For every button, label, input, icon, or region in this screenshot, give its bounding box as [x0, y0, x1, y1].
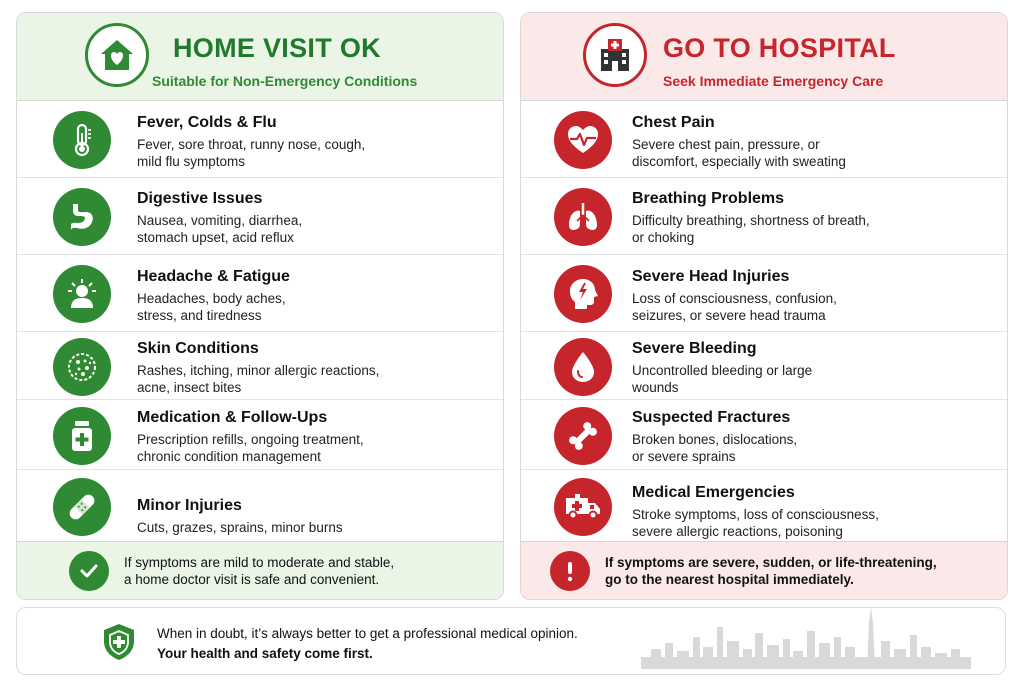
hospital-header	[521, 13, 1007, 101]
item-description: Severe chest pain, pressure, or discomfort, especially with sweating	[632, 137, 846, 169]
advice-banner	[16, 607, 1006, 675]
advice-text	[157, 624, 578, 664]
home-item-digestive	[17, 178, 503, 255]
item-description: Broken bones, dislocations, or severe sprains	[632, 432, 798, 464]
hospital-item-fractures	[521, 400, 1007, 470]
item-description: Fever, sore throat, runny nose, cough, mild flu symptoms	[137, 137, 366, 169]
item-description: Uncontrolled bleeding or large wounds	[632, 363, 813, 395]
item-description: Difficulty breathing, shortness of breath, or choking	[632, 213, 870, 245]
exclamation-icon	[550, 551, 590, 591]
item-title: Minor Injuries	[137, 497, 242, 514]
item-title: Fever, Colds & Flu	[137, 114, 277, 131]
item-description: Nausea, vomiting, diarrhea, stomach upset, acid reflux	[137, 213, 303, 245]
blood-drop-icon	[554, 338, 612, 396]
item-description: Prescription refills, ongoing treatment, chronic condition management	[137, 432, 364, 464]
home-visit-panel	[16, 12, 504, 600]
ambulance-icon	[554, 478, 612, 536]
item-title: Suspected Fractures	[632, 409, 791, 426]
headache-person-icon	[53, 265, 111, 323]
item-title: Medical Emergencies	[632, 484, 795, 501]
home-visit-title: HOME VISIT OK	[173, 33, 381, 63]
home-visit-footer	[17, 541, 503, 599]
city-skyline-illustration	[641, 607, 971, 674]
bone-icon	[554, 407, 612, 465]
item-description: Stroke symptoms, loss of consciousness, severe allergic reactions, poisoning	[632, 507, 879, 539]
hospital-item-head-injuries	[521, 255, 1007, 332]
home-item-fever	[17, 101, 503, 178]
item-title: Skin Conditions	[137, 340, 259, 357]
hospital-item-emergencies	[521, 470, 1007, 543]
bandage-icon	[53, 478, 111, 536]
advice-line: When in doubt, it’s always better to get a professional medical opinion.	[157, 626, 578, 641]
item-description: Headaches, body aches, stress, and tiredness	[137, 291, 286, 323]
home-visit-header	[17, 13, 503, 101]
house-heart-icon	[85, 23, 149, 87]
home-visit-subtitle: Suitable for Non-Emergency Conditions	[152, 73, 418, 89]
heart-pulse-icon	[554, 111, 612, 169]
shield-cross-icon	[101, 622, 137, 667]
head-injury-icon	[554, 265, 612, 323]
lungs-icon	[554, 188, 612, 246]
home-visit-footer-text: If symptoms are mild to moderate and stable, a home doctor visit is safe and convenient.	[124, 555, 395, 587]
item-title: Severe Head Injuries	[632, 268, 790, 285]
item-title: Medication & Follow-Ups	[137, 409, 328, 426]
hospital-item-breathing	[521, 178, 1007, 255]
hospital-item-chest-pain	[521, 101, 1007, 178]
skin-rash-icon	[53, 338, 111, 396]
checkmark-icon	[69, 551, 109, 591]
item-title: Breathing Problems	[632, 190, 785, 207]
home-item-skin	[17, 332, 503, 400]
item-title: Chest Pain	[632, 114, 715, 131]
item-title: Severe Bleeding	[632, 340, 757, 357]
hospital-panel	[520, 12, 1008, 600]
advice-emphasis: Your health and safety come first.	[157, 646, 373, 661]
hospital-building-icon	[583, 23, 647, 87]
thermometer-icon	[53, 111, 111, 169]
hospital-subtitle: Seek Immediate Emergency Care	[663, 73, 884, 89]
stomach-icon	[53, 188, 111, 246]
home-item-headache	[17, 255, 503, 332]
home-item-minor-injuries	[17, 470, 503, 543]
item-title: Digestive Issues	[137, 190, 263, 207]
home-item-medication	[17, 400, 503, 470]
item-description: Loss of consciousness, confusion, seizures, or severe head trauma	[632, 291, 837, 323]
item-description: Cuts, grazes, sprains, minor burns	[137, 520, 343, 535]
hospital-item-bleeding	[521, 332, 1007, 400]
medicine-bottle-icon	[53, 407, 111, 465]
hospital-footer	[521, 541, 1007, 599]
item-title: Headache & Fatigue	[137, 268, 290, 285]
hospital-footer-text: If symptoms are severe, sudden, or life-threatening, go to the nearest hospital immediately.	[605, 555, 937, 587]
hospital-title: GO TO HOSPITAL	[663, 33, 896, 63]
item-description: Rashes, itching, minor allergic reactions, acne, insect bites	[137, 363, 380, 395]
